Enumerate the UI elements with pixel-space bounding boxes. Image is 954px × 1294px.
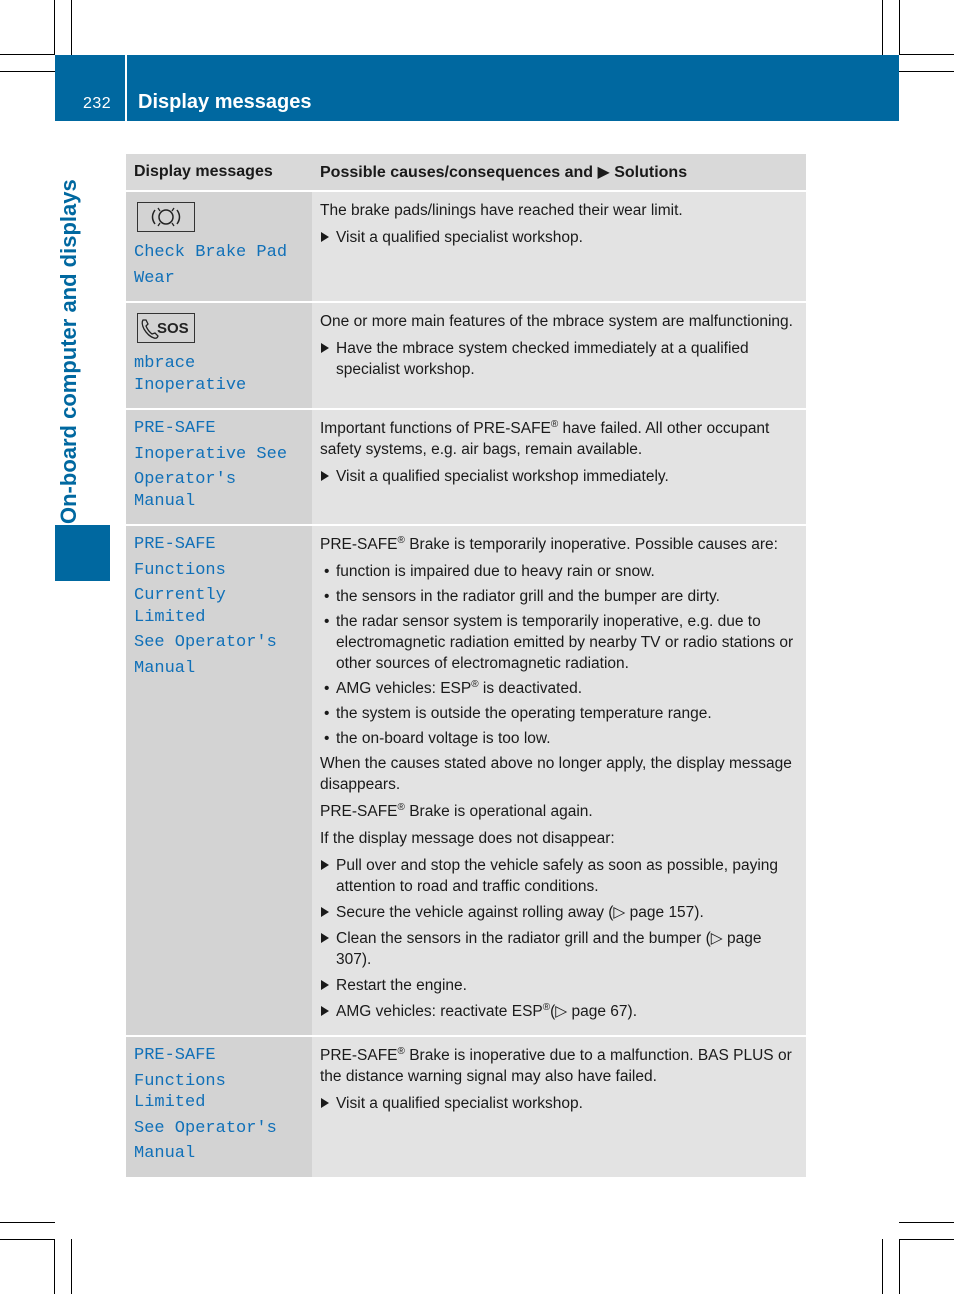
text-span: the system is outside the operating temperature range. — [336, 705, 712, 722]
text-span: the on-board voltage is too low. — [336, 730, 551, 747]
solution-step — [320, 902, 798, 923]
display-message-text — [134, 1045, 304, 1165]
crop-mark — [899, 0, 900, 55]
text-span: Restart the engine. — [336, 977, 467, 994]
brake-pad-wear-icon — [137, 202, 195, 232]
display-messages-table — [126, 154, 806, 1179]
crop-mark — [899, 1239, 954, 1240]
solution-step — [320, 338, 798, 380]
description-text — [320, 200, 798, 221]
solution-step — [320, 1001, 798, 1022]
page-number: 232 — [83, 95, 112, 112]
table-header-row — [126, 154, 806, 191]
display-message-line: Inoperative See — [134, 444, 288, 464]
text-span: When the causes stated above no longer apply, the display message disappears. — [320, 755, 792, 793]
crop-mark — [54, 0, 55, 55]
registered-mark: ® — [397, 1045, 405, 1057]
display-message-line: Functions Limited — [134, 1071, 226, 1112]
chapter-marker — [55, 525, 110, 581]
registered-mark: ® — [550, 418, 559, 430]
registered-mark: ® — [471, 678, 479, 690]
display-message-cell — [126, 191, 312, 302]
page-title: Display messages — [138, 91, 312, 113]
text-span: the sensors in the radiator grill and the bumper are dirty. — [336, 588, 720, 605]
table-row — [126, 409, 806, 525]
cause-bullet — [320, 728, 798, 749]
solution-cell — [312, 525, 806, 1036]
crop-mark — [0, 1222, 55, 1223]
display-message-line: PRE-SAFE — [134, 535, 216, 554]
solution-cell — [312, 1036, 806, 1178]
text-span: The brake pads/linings have reached their wear limit. — [320, 202, 683, 219]
description-text — [320, 828, 798, 849]
solution-step — [320, 466, 798, 487]
solution-step — [320, 227, 798, 248]
description-text — [320, 1045, 798, 1087]
sos-label: SOS — [157, 320, 189, 337]
text-span: function is impaired due to heavy rain or snow. — [336, 563, 655, 580]
text-span: have failed. All other occupant safety systems, e.g. air bags, remain available. — [320, 420, 770, 458]
text-span: the radar sensor system is temporarily inoperative, e.g. due to electromagnetic radiation emitted by nearby TV or radio stations or other sources of electromagnetic radiation. — [336, 613, 794, 672]
text-span: Pull over and stop the vehicle safely as soon as possible, paying attention to road and traffic conditions. — [336, 857, 779, 895]
display-message-cell — [126, 1036, 312, 1178]
text-span: Visit a qualified specialist workshop. — [336, 229, 583, 246]
crop-mark — [882, 0, 883, 55]
text-span: Brake is operational again. — [404, 803, 593, 820]
display-message-text — [134, 353, 304, 396]
crop-mark — [71, 0, 72, 55]
solution-step — [320, 855, 798, 897]
display-message-line: Functions — [134, 560, 226, 580]
display-message-line: Manual — [134, 658, 196, 678]
solution-cell — [312, 302, 806, 409]
registered-mark: ® — [397, 534, 405, 546]
text-span: PRE-SAFE — [320, 536, 398, 553]
display-message-text — [134, 534, 304, 679]
crop-mark — [0, 71, 55, 72]
cause-bullet — [320, 561, 798, 582]
table-row — [126, 525, 806, 1036]
crop-mark — [0, 54, 55, 55]
crop-mark — [899, 54, 954, 55]
text-span: Secure the vehicle against rolling away (▷ page 157). — [336, 904, 704, 921]
description-text — [320, 418, 798, 460]
display-message-line: Check Brake Pad — [134, 243, 288, 262]
table-row — [126, 1036, 806, 1178]
display-message-line: See Operator's — [134, 633, 277, 652]
crop-mark — [899, 1239, 900, 1294]
text-span: PRE-SAFE — [320, 1047, 398, 1064]
text-span: Brake is temporarily inoperative. Possible causes are: — [404, 536, 778, 553]
registered-mark: ® — [397, 801, 405, 813]
solution-step — [320, 975, 798, 996]
text-span: One or more main features of the mbrace system are malfunctioning. — [320, 313, 793, 330]
chapter-title: On-board computer and displays — [56, 179, 81, 524]
text-span: Clean the sensors in the radiator grill and the bumper (▷ page 307). — [336, 930, 762, 968]
crop-mark — [54, 1239, 55, 1294]
display-message-line: PRE-SAFE — [134, 419, 216, 438]
display-message-line: mbrace Inoperative — [134, 354, 247, 395]
display-message-text — [134, 242, 304, 289]
column-header: Possible causes/consequences and ▶ Solutions — [312, 154, 806, 191]
display-message-line: Operator's Manual — [134, 470, 237, 511]
text-span: (▷ page 67). — [550, 1003, 638, 1020]
cause-bullet — [320, 611, 798, 674]
text-span: Brake is inoperative due to a malfunction. BAS PLUS or the distance warning signal may also have failed. — [320, 1047, 792, 1085]
display-message-text — [134, 418, 304, 512]
text-span: AMG vehicles: ESP — [336, 680, 472, 697]
display-message-line: Wear — [134, 268, 175, 288]
solution-step — [320, 928, 798, 970]
display-message-line: See Operator's — [134, 1118, 277, 1138]
display-message-cell — [126, 525, 312, 1036]
column-header: Display messages — [126, 154, 312, 191]
text-span: AMG vehicles: reactivate ESP — [336, 1003, 543, 1020]
table-row — [126, 302, 806, 409]
registered-mark: ® — [542, 1001, 551, 1013]
text-span: Visit a qualified specialist workshop. — [336, 1095, 583, 1112]
solution-cell — [312, 191, 806, 302]
display-message-line: Manual — [134, 1144, 196, 1163]
sos-phone-icon — [137, 313, 195, 343]
crop-mark — [71, 1239, 72, 1294]
cause-bullet — [320, 678, 798, 699]
display-message-cell — [126, 302, 312, 409]
text-span: If the display message does not disappear: — [320, 830, 615, 847]
display-message-line: Currently Limited — [134, 586, 226, 627]
page-header — [55, 55, 899, 121]
display-message-cell — [126, 409, 312, 525]
text-span: Visit a qualified specialist workshop immediately. — [336, 468, 669, 485]
text-span: PRE-SAFE — [320, 803, 398, 820]
header-divider — [125, 55, 127, 121]
crop-mark — [899, 71, 954, 72]
crop-mark — [0, 1239, 55, 1240]
solution-step — [320, 1093, 798, 1114]
description-text — [320, 534, 798, 555]
crop-mark — [899, 1222, 954, 1223]
cause-bullet — [320, 586, 798, 607]
text-span: is deactivated. — [478, 680, 583, 697]
solution-cell — [312, 409, 806, 525]
description-text — [320, 311, 798, 332]
table-row — [126, 191, 806, 302]
description-text — [320, 753, 798, 795]
crop-mark — [882, 1239, 883, 1294]
text-span: Important functions of PRE-SAFE — [320, 420, 551, 437]
cause-bullet — [320, 703, 798, 724]
description-text — [320, 801, 798, 822]
display-message-line: PRE-SAFE — [134, 1046, 216, 1065]
text-span: Have the mbrace system checked immediately at a qualified specialist workshop. — [336, 340, 749, 378]
